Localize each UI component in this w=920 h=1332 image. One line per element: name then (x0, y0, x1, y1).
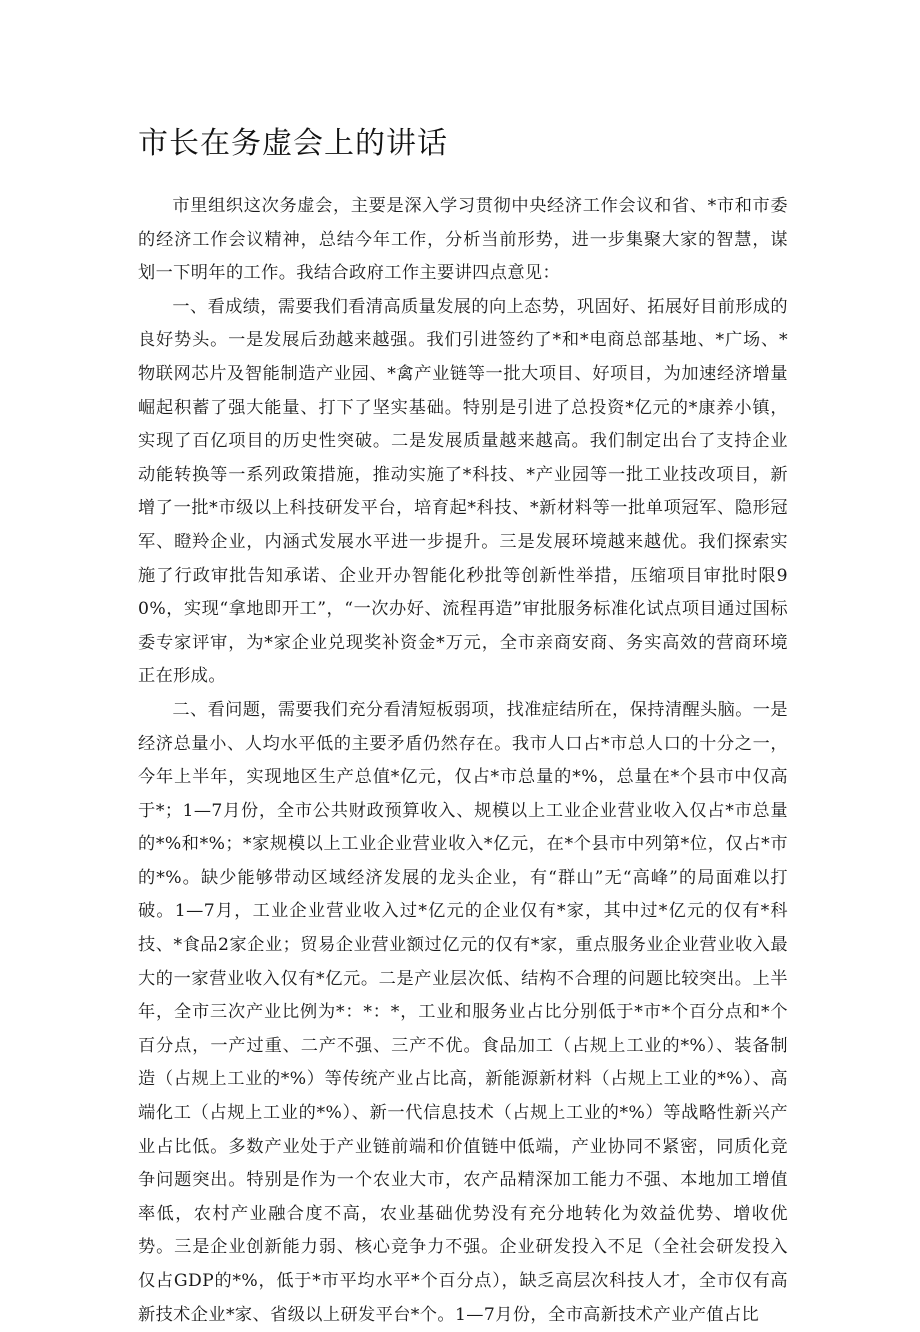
document-page (138, 120, 788, 1332)
paragraph-achievements: 一、看成绩，需要我们看清高质量发展的向上态势，巩固好、拓展好目前形成的良好势头。一是发展后劲越来越强。我们引进签约了*和*电商总部基地、*广场、*物联网芯片及智能制造产业园、*禽产业链等一批大项目、好项目，为加速经济增量崛起积蓄了强大能量、打下了坚实基础。特别是引进了总投资*亿元的*康养小镇，实现了百亿项目的历史性突破。二是发展质量越来越高。我们制定出台了支持企业动能转换等一系列政策措施，推动实施了*科技、*产业园等一批工业技改项目，新增了一批*市级以上科技研发平台，培育起*科技、*新材料等一批单项冠军、隐形冠军、瞪羚企业，内涵式发展水平进一步提升。三是发展环境越来越优。我们探索实施了行政审批告知承诺、企业开办智能化秒批等创新性举措，压缩项目审批时限90%，实现“拿地即开工”，“一次办好、流程再造”审批服务标准化试点项目通过国标委专家评审，为*家企业兑现奖补资金*万元，全市亲商安商、务实高效的营商环境正在形成。 (138, 296, 788, 687)
document-title: 市长在务虚会上的讲话 (138, 126, 448, 161)
paragraph-problems: 二、看问题，需要我们充分看清短板弱项，找准症结所在，保持清醒头脑。一是经济总量小、人均水平低的主要矛盾仍然存在。我市人口占*市总人口的十分之一，今年上半年，实现地区生产总值*亿元，仅占*市总量的*%，总量在*个县市中仅高于*；1—7月份，全市公共财政预算收入、规模以上工业企业营业收入仅占*市总量的*%和*%；*家规模以上工业企业营业收入*亿元，在*个县市中列第*位，仅占*市的*%。缺少能够带动区域经济发展的龙头企业，有“群山”无“高峰”的局面难以打破。1—7月，工业企业营业收入过*亿元的企业仅有*家，其中过*亿元的仅有*科技、*食品2家企业；贸易企业营业额过亿元的仅有*家，重点服务业企业营业收入最大的一家营业收入仅有*亿元。二是产业层次低、结构不合理的问题比较突出。上半年，全市三次产业比例为*：*：*，工业和服务业占比分别低于*市*个百分点和*个百分点，一产过重、二产不强、三产不优。食品加工（占规上工业的*%）、装备制造（占规上工业的*%）等传统产业占比高，新能源新材料（占规上工业的*%）、高端化工（占规上工业的*%）、新一代信息技术（占规上工业的*%）等战略性新兴产业占比低。多数产业处于产业链前端和价值链中低端，产业协同不紧密，同质化竞争问题突出。特别是作为一个农业大市，农产品精深加工能力不强、本地加工增值率低，农村产业融合度不高，农业基础优势没有充分地转化为效益优势、增收优势。三是企业创新能力弱、核心竞争力不强。企业研发投入不足（全社会研发投入仅占GDP的*%，低于*市平均水平*个百分点），缺乏高层次科技人才，全市仅有高新技术企业*家、省级以上研发平台*个。1—7月份，全市高新技术产业产值占比 (138, 699, 788, 1325)
paragraph-intro: 市里组织这次务虚会，主要是深入学习贯彻中央经济工作会议和省、*市和市委的经济工作会议精神，总结今年工作，分析当前形势，进一步集聚大家的智慧，谋划一下明年的工作。我结合政府工作主要讲四点意见： (138, 196, 788, 284)
